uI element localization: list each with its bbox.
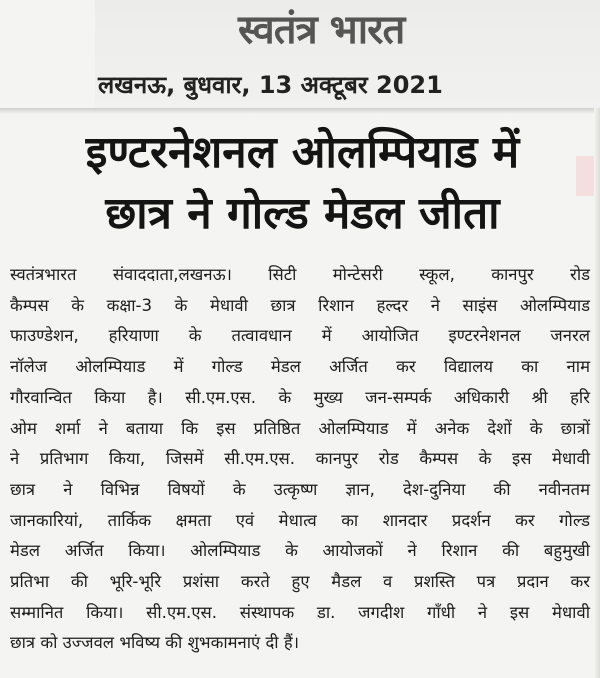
- headline-line-2: छात्र ने गोल्ड मेडल जीता: [105, 188, 500, 239]
- body-line: ओम शर्मा ने बताया कि इस प्रतिष्ठित ओलम्पियाड में अनेक देशों के छात्रों: [10, 418, 590, 438]
- article-body: [10, 260, 590, 659]
- body-line: सम्मानित किया। सी.एम.एस. संस्थापक डा. जगदीश गाँधी ने इस मेधावी: [10, 602, 590, 622]
- body-line-last: छात्र को उज्जवल भविष्य की शुभकामनाएं दी हैं।: [10, 633, 299, 653]
- headline: [10, 122, 595, 244]
- body-line: छात्र ने विभिन्न विषयों के उत्कृष्ण ज्ञान, देश-दुनिया की नवीनतम: [10, 479, 590, 499]
- newspaper-name: स्वतंत्र भारत: [238, 6, 405, 53]
- body-line: स्वतंत्रभारत संवाददाता,लखनऊ। सिटी मोन्टेसरी स्कूल, कानपुर रोड: [10, 265, 590, 284]
- body-line: नॉलेज ओलम्पियाड में गोल्ड मेडल अर्जित कर विद्यालय का नाम: [10, 357, 590, 377]
- body-line: प्रतिभा की भूरि-भूरि प्रशंसा करते हुए मैडल व प्रशस्ति पत्र प्रदान कर: [10, 572, 590, 592]
- body-line: फाउण्डेशन, हरियाणा के तत्वावधान में आयोजित इण्टरनेशनल जनरल: [10, 326, 590, 346]
- fold-shadow: [0, 108, 600, 114]
- body-line: कैम्पस के कक्षा-3 के मेधावी छात्र रिशान हल्दर ने साइंस ओलम्पियाड: [10, 295, 590, 315]
- body-line: जानकारियां, तार्किक क्षमता एवं मेधात्व का शानदार प्रदर्शन कर गोल्ड: [10, 510, 590, 530]
- page-edge-shadow: [594, 108, 600, 678]
- headline-line-1: इण्टरनेशनल ओलम्पियाड में: [85, 127, 520, 178]
- body-line: मेडल अर्जित किया। ओलम्पियाड के आयोजकों ने रिशान की बहुमुखी: [10, 541, 590, 561]
- body-line: ने प्रतिभाग किया, जिसमें सी.एम.एस. कानपुर रोड कैम्पस के इस मेधावी: [10, 449, 590, 469]
- body-line: गौरवान्वित किया है। सी.एम.एस. के मुख्य जन-सम्पर्क अधिकारी श्री हरि: [10, 387, 590, 407]
- dateline: लखनऊ, बुधवार, 13 अक्टूबर 2021: [98, 71, 443, 99]
